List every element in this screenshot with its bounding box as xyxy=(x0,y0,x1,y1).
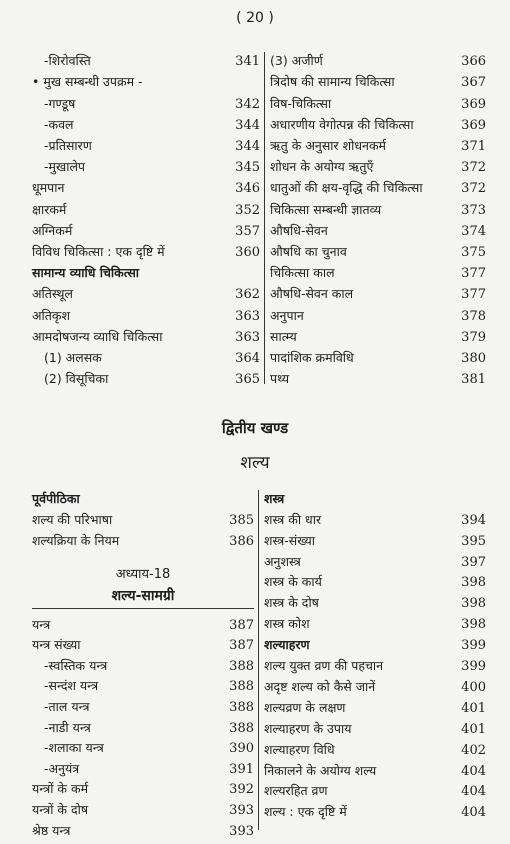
toc-entry xyxy=(32,196,260,217)
toc-entry-page: 360 xyxy=(235,244,260,260)
toc-entry xyxy=(270,154,486,175)
chapter-rule xyxy=(32,608,254,609)
toc-entry-page: 391 xyxy=(229,761,254,777)
toc-entry xyxy=(32,818,254,839)
toc-entry xyxy=(32,69,260,90)
toc-entry-page: 395 xyxy=(461,533,486,549)
toc-entry-page: 369 xyxy=(461,117,486,133)
toc-entry-page: 344 xyxy=(235,138,260,154)
toc-entry-page: 393 xyxy=(229,802,254,818)
toc-entry xyxy=(270,260,486,281)
toc-entry xyxy=(270,345,486,366)
toc-entry-title: यन्त्र xyxy=(32,616,51,632)
toc-entry-title: -शलाका यन्त्र xyxy=(44,740,104,756)
toc-entry-page: 373 xyxy=(461,202,486,218)
toc-top-right-column xyxy=(270,48,486,388)
toc-entry-title: विष-चिकित्सा xyxy=(270,95,332,111)
toc-entry xyxy=(264,570,486,591)
toc-entry xyxy=(32,528,254,549)
toc-entry-page: 378 xyxy=(461,308,486,324)
toc-entry xyxy=(32,133,260,154)
toc-entry xyxy=(264,611,486,632)
toc-entry xyxy=(32,507,254,528)
toc-entry-title: शल्य युक्त व्रण की पहचान xyxy=(264,658,384,674)
column-divider-bottom xyxy=(258,490,259,830)
toc-entry-page: 344 xyxy=(235,117,260,133)
toc-entry xyxy=(32,674,254,695)
toc-entry-title: यन्त्र संख्या xyxy=(32,637,81,653)
toc-entry-page: 363 xyxy=(235,308,260,324)
toc-entry xyxy=(270,175,486,196)
toc-entry-title: क्षारकर्म xyxy=(32,201,67,217)
toc-entry-page: 388 xyxy=(229,699,254,715)
toc-entry-page: 388 xyxy=(229,720,254,736)
toc-entry-page: 362 xyxy=(235,287,260,303)
toc-entry-page: 363 xyxy=(235,329,260,345)
toc-entry-title: धूमपान xyxy=(32,180,65,196)
toc-entry-title: शस्त्र कोश xyxy=(264,616,310,632)
toc-entry xyxy=(264,800,486,821)
toc-entry-page: 392 xyxy=(229,782,254,798)
toc-entry-title: आमदोषजन्य व्याधि चिकित्सा xyxy=(32,328,163,344)
toc-entry-page: 367 xyxy=(461,75,486,91)
toc-entry-page: 352 xyxy=(235,202,260,218)
toc-entry-page: 394 xyxy=(461,512,486,528)
page-number: ( 20 ) xyxy=(236,10,274,26)
toc-entry-page: 372 xyxy=(461,181,486,197)
toc-entry-title: चिकित्सा सम्बन्धी ज्ञातव्य xyxy=(270,201,382,217)
toc-entry xyxy=(32,366,260,387)
toc-entry-title: चिकित्सा काल xyxy=(270,265,335,281)
toc-top-left-column xyxy=(32,48,260,388)
toc-entry-title: धातुओं की क्षय-वृद्धि की चिकित्सा xyxy=(270,180,423,196)
toc-entry-page: 388 xyxy=(229,658,254,674)
toc-entry-page: 400 xyxy=(461,679,486,695)
chapter-label: अध्याय-18 xyxy=(115,567,171,582)
section-subtitle: शल्य xyxy=(240,453,270,473)
toc-entry-title: -मुखालेप xyxy=(44,159,86,175)
toc-entry-title: • मुख सम्बन्धी उपक्रम - xyxy=(32,74,143,90)
toc-entry-title: शल्यरहित व्रण xyxy=(264,783,328,799)
column-divider-top xyxy=(264,52,265,384)
toc-entry-page: 342 xyxy=(235,96,260,112)
toc-entry xyxy=(32,756,254,777)
toc-bottom-left-top xyxy=(32,486,254,556)
toc-entry xyxy=(32,777,254,798)
toc-entry-title: (2) विसूचिका xyxy=(44,371,109,387)
toc-entry-title: निकालने के अयोग्य शल्य xyxy=(264,762,377,778)
section-title: द्वितीय खण्ड xyxy=(221,419,289,437)
toc-entry-page: 399 xyxy=(461,659,486,675)
toc-entry xyxy=(32,797,254,818)
toc-entry-title: सामान्य व्याधि चिकित्सा xyxy=(32,265,140,281)
toc-entry xyxy=(32,345,260,366)
toc-entry-title: शल्य की परिभाषा xyxy=(32,512,113,527)
toc-entry-title: अदृष्ट शल्य को कैसे जानें xyxy=(264,678,376,694)
toc-entry-title: पादांशिक क्रमविधि xyxy=(270,349,354,365)
toc-entry-page: 379 xyxy=(461,329,486,345)
toc-entry-title: (3) अजीर्ण xyxy=(270,53,323,69)
toc-entry-title: अनुशस्त्र xyxy=(264,553,301,569)
toc-entry-page: 387 xyxy=(229,617,254,633)
toc-entry-page: 397 xyxy=(461,554,486,570)
toc-entry-page: 402 xyxy=(461,742,486,758)
toc-entry xyxy=(32,736,254,757)
toc-entry-page: 404 xyxy=(461,763,486,779)
toc-entry-page: 404 xyxy=(461,805,486,821)
toc-entry xyxy=(270,218,486,239)
toc-entry xyxy=(264,486,486,507)
toc-bottom-right-column xyxy=(264,486,486,826)
toc-entry-page: 377 xyxy=(461,287,486,303)
toc-entry-title: शल्याहरण विधि xyxy=(264,741,335,757)
toc-bottom-left-bottom xyxy=(32,612,254,840)
toc-entry xyxy=(264,653,486,674)
toc-entry xyxy=(270,324,486,345)
toc-entry-title: -सन्दंश यन्त्र xyxy=(44,678,99,694)
toc-entry-title: ऋतु के अनुसार शोधनकर्म xyxy=(270,137,387,153)
toc-entry-page: 399 xyxy=(461,638,486,654)
toc-entry-page: 398 xyxy=(461,596,486,612)
toc-entry-title: शल्यक्रिया के नियम xyxy=(32,533,120,548)
toc-entry xyxy=(270,48,486,69)
toc-entry-page: 381 xyxy=(461,372,486,388)
toc-entry xyxy=(32,239,260,260)
toc-entry xyxy=(270,112,486,133)
toc-entry xyxy=(32,633,254,654)
toc-entry-title: अनुपान xyxy=(270,307,304,323)
toc-entry-page: 364 xyxy=(235,350,260,366)
toc-entry-title: अतिकृश xyxy=(32,307,71,323)
toc-entry-title: शस्त्र-संख्या xyxy=(264,532,316,548)
toc-entry-page: 375 xyxy=(461,244,486,260)
toc-entry xyxy=(264,716,486,737)
toc-entry-page: 401 xyxy=(461,721,486,737)
toc-entry-title: शोधन के अयोग्य ऋतुएँ xyxy=(270,159,374,175)
toc-entry-title: पथ्य xyxy=(270,371,290,387)
toc-entry-title: -अनुयंत्र xyxy=(44,760,80,776)
toc-entry-title: -कवल xyxy=(44,116,74,132)
toc-entry xyxy=(32,612,254,633)
toc-entry-title: अधारणीय वेगोत्पन्न की चिकित्सा xyxy=(270,116,414,132)
toc-entry-title: शस्त्र के दोष xyxy=(264,595,319,611)
toc-entry xyxy=(32,715,254,736)
toc-entry-title: शल्य : एक दृष्टि में xyxy=(264,804,347,820)
toc-entry xyxy=(264,674,486,695)
toc-entry xyxy=(264,695,486,716)
toc-entry-title: त्रिदोष की सामान्य चिकित्सा xyxy=(270,74,395,90)
toc-entry xyxy=(264,528,486,549)
toc-entry-title: -स्वस्तिक यन्त्र xyxy=(44,657,108,673)
toc-entry xyxy=(270,133,486,154)
toc-entry-title: यन्त्रों के कर्म xyxy=(32,781,89,797)
toc-entry-title: औषधि का चुनाव xyxy=(270,243,347,259)
toc-entry-title: विविध चिकित्सा : एक दृष्टि में xyxy=(32,243,165,259)
toc-entry-page: 387 xyxy=(229,638,254,654)
toc-entry-title: शल्यव्रण के लक्षण xyxy=(264,699,346,715)
toc-entry-page: 345 xyxy=(235,160,260,176)
toc-entry-title: श्रेष्ठ यन्त्र xyxy=(32,822,71,838)
toc-entry xyxy=(264,591,486,612)
toc-entry-page: 385 xyxy=(229,513,254,528)
toc-entry-title: शस्त्र के कार्य xyxy=(264,574,322,590)
toc-entry-page: 401 xyxy=(461,700,486,716)
toc-entry xyxy=(264,632,486,653)
toc-entry xyxy=(264,507,486,528)
toc-entry xyxy=(32,175,260,196)
toc-entry-title: सात्म्य xyxy=(270,328,297,344)
toc-entry-title: -ताल यन्त्र xyxy=(44,698,90,714)
toc-entry xyxy=(32,281,260,302)
toc-entry-page: 388 xyxy=(229,679,254,695)
toc-entry-page: 341 xyxy=(235,54,260,70)
toc-entry-page: 371 xyxy=(461,138,486,154)
toc-entry-page: 380 xyxy=(461,350,486,366)
toc-entry-title: शल्याहरण के उपाय xyxy=(264,720,352,736)
toc-entry xyxy=(32,218,260,239)
toc-entry xyxy=(270,69,486,90)
toc-entry xyxy=(32,653,254,674)
toc-entry xyxy=(270,90,486,111)
toc-entry-title: शस्त्र xyxy=(264,490,285,506)
toc-entry-page: 372 xyxy=(461,160,486,176)
toc-entry-title: अग्निकर्म xyxy=(32,222,73,238)
toc-entry xyxy=(264,549,486,570)
toc-entry-page: 366 xyxy=(461,54,486,70)
toc-entry xyxy=(32,260,260,281)
toc-entry-title: -गण्डूष xyxy=(44,95,76,111)
toc-entry-page: 346 xyxy=(235,181,260,197)
toc-entry xyxy=(32,154,260,175)
toc-entry-title: -नाडी यन्त्र xyxy=(44,719,91,735)
toc-entry xyxy=(32,486,254,507)
toc-entry-title: -प्रतिसारण xyxy=(44,137,92,153)
toc-entry-title: औषधि-सेवन xyxy=(270,222,328,238)
chapter-title: शल्य-सामग्री xyxy=(111,588,175,604)
toc-entry-page: 357 xyxy=(235,223,260,239)
toc-entry xyxy=(264,758,486,779)
toc-entry xyxy=(264,779,486,800)
toc-entry-page: 398 xyxy=(461,575,486,591)
toc-entry xyxy=(270,239,486,260)
toc-entry-title: औषधि-सेवन काल xyxy=(270,286,354,302)
toc-entry-page: 374 xyxy=(461,223,486,239)
toc-entry xyxy=(264,737,486,758)
toc-entry xyxy=(32,112,260,133)
toc-entry xyxy=(32,694,254,715)
toc-entry xyxy=(270,196,486,217)
toc-entry-title: (1) अलसक xyxy=(44,349,102,365)
toc-entry-title: -शिरोवस्ति xyxy=(44,53,91,69)
toc-entry-title: शल्याहरण xyxy=(264,637,310,653)
toc-entry xyxy=(270,366,486,387)
toc-entry-title: पूर्वपीठिका xyxy=(32,491,80,506)
toc-entry xyxy=(270,302,486,323)
toc-entry-page: 386 xyxy=(229,534,254,549)
toc-entry-page: 365 xyxy=(235,372,260,388)
toc-entry-page: 398 xyxy=(461,617,486,633)
toc-entry-title: शस्त्र की धार xyxy=(264,511,322,527)
toc-entry-title: यन्त्रों के दोष xyxy=(32,801,89,817)
toc-entry xyxy=(32,90,260,111)
toc-entry xyxy=(32,48,260,69)
toc-entry-title: अतिस्थूल xyxy=(32,286,73,302)
toc-entry-page: 377 xyxy=(461,266,486,282)
toc-entry xyxy=(270,281,486,302)
toc-entry-page: 393 xyxy=(229,823,254,839)
toc-entry-page: 369 xyxy=(461,96,486,112)
toc-entry xyxy=(32,324,260,345)
toc-entry xyxy=(32,302,260,323)
toc-entry-page: 390 xyxy=(229,741,254,757)
toc-entry-page: 404 xyxy=(461,784,486,800)
